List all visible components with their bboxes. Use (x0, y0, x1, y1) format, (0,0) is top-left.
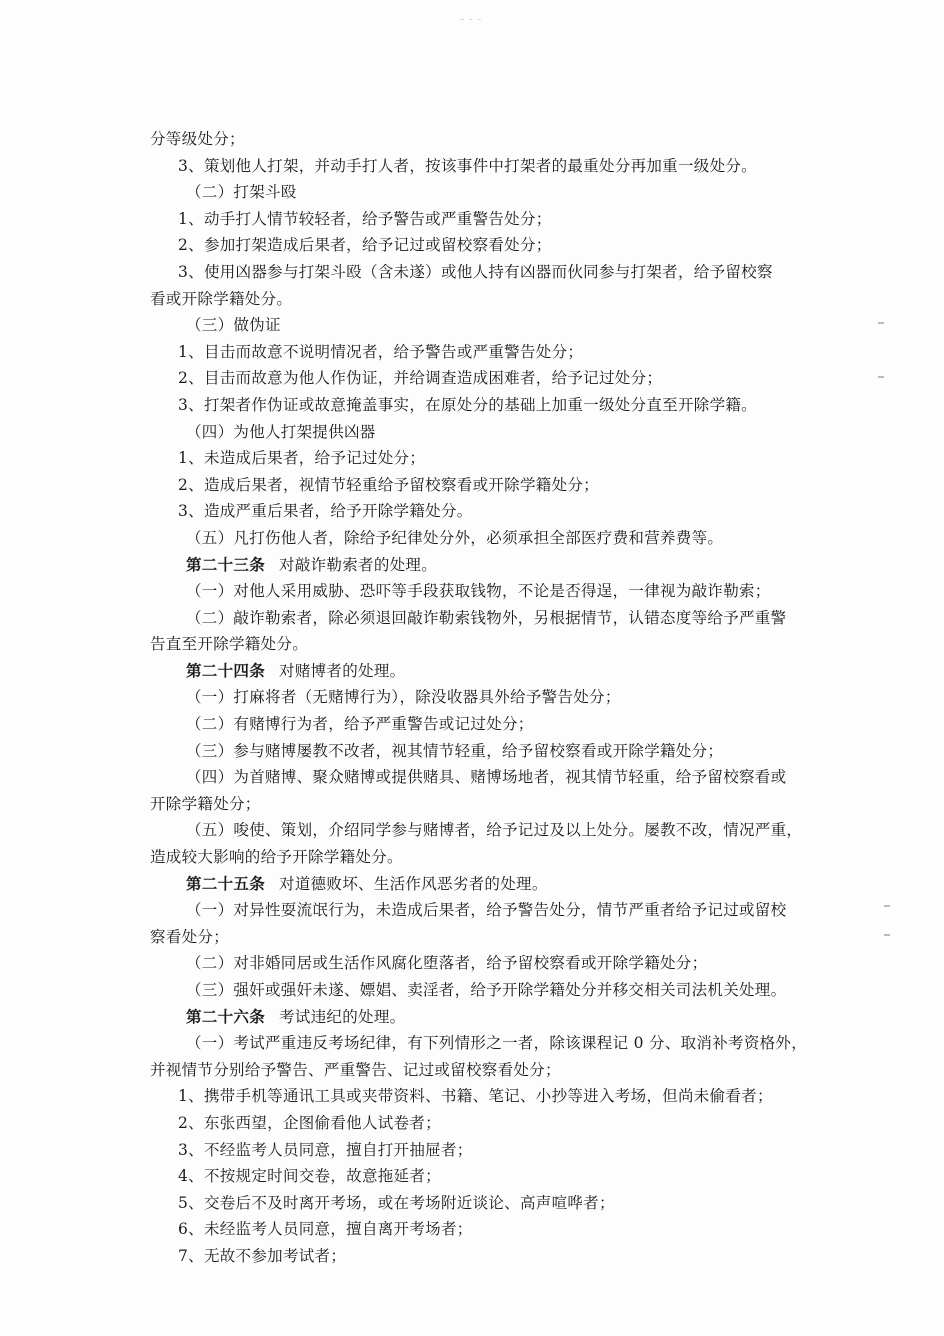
text-line: 5、交卷后不及时离开考场，或在考场附近谈论、高声喧哗者； (178, 1193, 615, 1212)
text-line: （五）凡打伤他人者，除给予纪律处分外，必须承担全部医疗费和营养费等。 (186, 528, 724, 547)
article-number: 第二十三条 (186, 554, 266, 574)
text-line: （一）对他人采用威胁、恐吓等手段获取钱物，不论是否得逞，一律视为敲诈勒索； (186, 582, 771, 601)
text-line: 造成较大影响的给予开除学籍处分。 (150, 848, 403, 867)
text-line: （二）对非婚同居或生活作风腐化堕落者，给予留校察看或开除学籍处分； (186, 954, 708, 973)
text-line: 3、打架者作伪证或故意掩盖事实，在原处分的基础上加重一级处分直至开除学籍。 (178, 395, 757, 414)
scan-mark (884, 905, 890, 907)
text-line: 3、造成严重后果者，给予开除学籍处分。 (178, 502, 473, 521)
text-line: 察看处分； (150, 927, 230, 946)
article-heading (150, 1004, 820, 1031)
text-line: 3、策划他人打架，并动手打人者，按该事件中打架者的最重处分再加重一级处分。 (178, 156, 757, 175)
text-line: （三）参与赌博屡教不改者，视其情节轻重，给予留校察看或开除学籍处分； (186, 741, 724, 760)
article-number: 第二十五条 (186, 873, 266, 893)
article-number: 第二十六条 (186, 1006, 266, 1026)
text-line: 1、目击而故意不说明情况者，给予警告或严重警告处分； (178, 342, 584, 361)
text-line: （三）强奸或强奸未遂、嫖娼、卖淫者，给予开除学籍处分并移交相关司法机关处理。 (186, 981, 787, 999)
text-line: 2、东张西望，企图偷看他人试卷者； (178, 1113, 441, 1132)
text-line: 2、目击而故意为他人作伪证，并给调查造成困难者，给予记过处分； (178, 369, 663, 388)
text-line: （五）唆使、策划，介绍同学参与赌博者，给予记过及以上处分。屡教不改，情况严重， (186, 821, 803, 840)
text-line: 1、未造成后果者，给予记过处分； (178, 449, 426, 468)
text-line: （一）对异性耍流氓行为，未造成后果者，给予警告处分，情节严重者给予记过或留校 (186, 901, 787, 920)
header-ghost-mark: ‐ ‐ ‐ (460, 12, 482, 27)
text-line: （四）为首赌博、聚众赌博或提供赌具、赌博场地者，视其情节轻重，给予留校察看或 (186, 768, 787, 787)
text-line: 看或开除学籍处分。 (150, 289, 293, 308)
article-title: 考试违纪的处理。 (279, 1007, 406, 1026)
text-line: （二）打架斗殴 (186, 183, 297, 202)
text-line: 告直至开除学籍处分。 (150, 635, 309, 654)
text-line: 7、无故不参加考试者； (178, 1246, 347, 1265)
article-title: 对道德败坏、生活作风恶劣者的处理。 (279, 874, 548, 893)
text-line: （一）考试严重违反考场纪律，有下列情形之一者，除该课程记 0 分、取消补考资格外， (186, 1034, 808, 1053)
text-line: 1、携带手机等通讯工具或夹带资料、书籍、笔记、小抄等进入考场，但尚未偷看者； (178, 1087, 773, 1106)
article-heading (150, 871, 820, 898)
scan-mark (878, 322, 884, 324)
text-line: 2、参加打架造成后果者，给予记过或留校察看处分； (178, 236, 552, 255)
text-line: 3、不经监考人员同意，擅自打开抽屉者； (178, 1140, 473, 1159)
text-line: 3、使用凶器参与打架斗殴（含未遂）或他人持有凶器而伙同参与打架者，给予留校察 (178, 262, 773, 281)
text-line: 分等级处分； (150, 130, 245, 148)
text-line: （一）打麻将者（无赌博行为），除没收器具外给予警告处分； (186, 688, 621, 707)
text-line: （四）为他人打架提供凶器 (186, 422, 376, 441)
text-line: 2、造成后果者，视情节轻重给予留校察看或开除学籍处分； (178, 475, 599, 494)
article-number: 第二十四条 (186, 660, 266, 680)
text-line: （二）敲诈勒索者，除必须退回敲诈勒索钱物外，另根据情节，认错态度等给予严重警 (186, 608, 787, 627)
text-line: 6、未经监考人员同意，擅自离开考场者； (178, 1220, 473, 1239)
text-line: （二）有赌博行为者，给予严重警告或记过处分； (186, 715, 534, 734)
scan-mark (878, 376, 884, 378)
text-line: 开除学籍处分； (150, 794, 261, 813)
text-line: （三）做伪证 (186, 316, 281, 335)
article-title: 对赌博者的处理。 (279, 661, 406, 680)
article-title: 对敲诈勒索者的处理。 (279, 555, 438, 574)
document-body (150, 126, 820, 1270)
text-line: 1、动手打人情节较轻者，给予警告或严重警告处分； (178, 209, 552, 228)
text-line: 并视情节分别给予警告、严重警告、记过或留校察看处分； (150, 1060, 561, 1079)
text-line: 4、不按规定时间交卷，故意拖延者； (178, 1167, 441, 1186)
scan-mark (884, 934, 890, 936)
article-heading (150, 658, 820, 685)
article-heading (150, 552, 820, 579)
